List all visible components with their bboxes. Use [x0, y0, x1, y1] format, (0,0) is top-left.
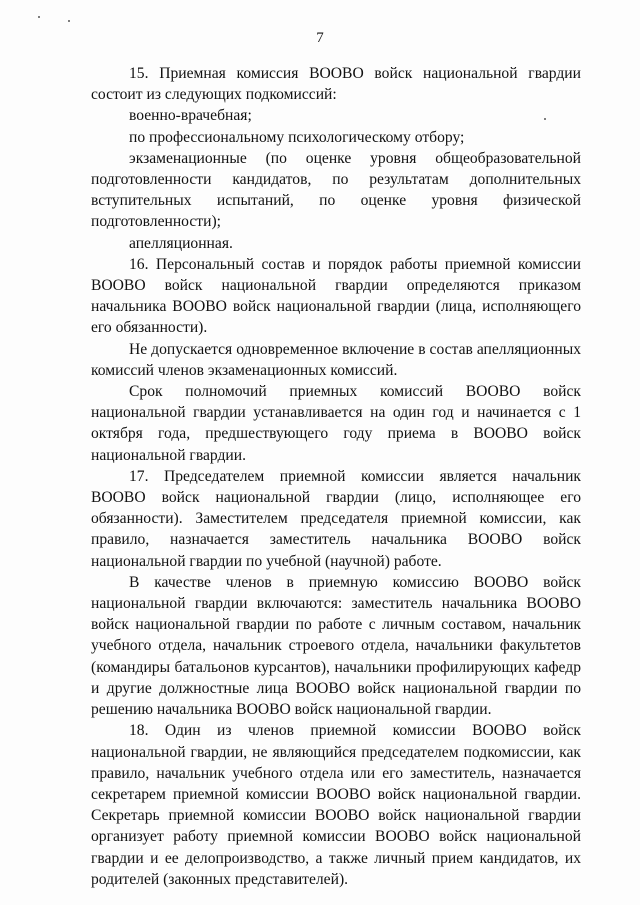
list-item-psychological: по профессиональному психологическому отбору; [129, 128, 465, 146]
paragraph-18: 18. Один из членов приемной комиссии ВООВО войск национальной гвардии, не являющийся председателем подкомиссии, как правило, начальник учебного отдела или его заместитель, назначается секретарем приемной комиссии ВООВО войск национальной гвардии. Секретарь приемной комиссии ВООВО войск национальной гвардии организует работу приемной комиссии ВООВО войск национальной гвардии и ее делопроизводство, а также личный прием кандидатов, их родителей (законных представителей). [91, 722, 581, 888]
scan-speck [38, 16, 40, 18]
document-body [91, 63, 581, 890]
page-number: 7 [316, 30, 324, 46]
paragraph-17: 17. Председателем приемной комиссии является начальник ВООВО войск национальной гвардии (лицо, исполняющее его обязанности). Заместителем председателя приемной комиссии, как правило, назначается заместитель начальника ВООВО войск национальной гвардии по учебной (научной) работе. [91, 467, 581, 570]
scan-speck [68, 20, 70, 22]
list-item-medical: военно-врачебная; [129, 107, 252, 125]
paragraph-16-exclusion: Не допускается одновременное включение в состав апелляционных комиссий членов экзаменационных комиссий. [91, 340, 581, 379]
paragraph-16-term: Срок полномочий приемных комиссий ВООВО войск национальной гвардии устанавливается на один год и начинается с 1 октября года, предшествующего году приема в ВООВО войск национальной гвардии. [91, 383, 581, 464]
list-item-examination: экзаменационные (по оценке уровня общеобразовательной подготовленности кандидатов, по результатам дополнительных вступительных испытаний, по оценке уровня физической подготовленности); [91, 149, 581, 231]
paragraph-15-intro: 15. Приемная комиссия ВООВО войск национальной гвардии состоит из следующих подкомиссий: [91, 65, 581, 104]
paragraph-17-members: В качестве членов в приемную комиссию ВООВО войск национальной гвардии включаются: заместитель начальника ВООВО войск национальной гвардии по работе с личным составом, начальник учебного отдела, начальник строевого отдела, начальники факультетов (командиры батальонов курсантов), начальники профилирующих кафедр и другие должностные лица ВООВО войск национальной гвардии по решению начальника ВООВО войск национальной гвардии. [91, 573, 581, 719]
paragraph-16: 16. Персональный состав и порядок работы приемной комиссии ВООВО войск национальной гвардии определяются приказом начальника ВООВО войск национальной гвардии (лица, исполняющего его обязанности). [91, 255, 581, 337]
list-item-appeal: апелляционная. [129, 234, 233, 252]
